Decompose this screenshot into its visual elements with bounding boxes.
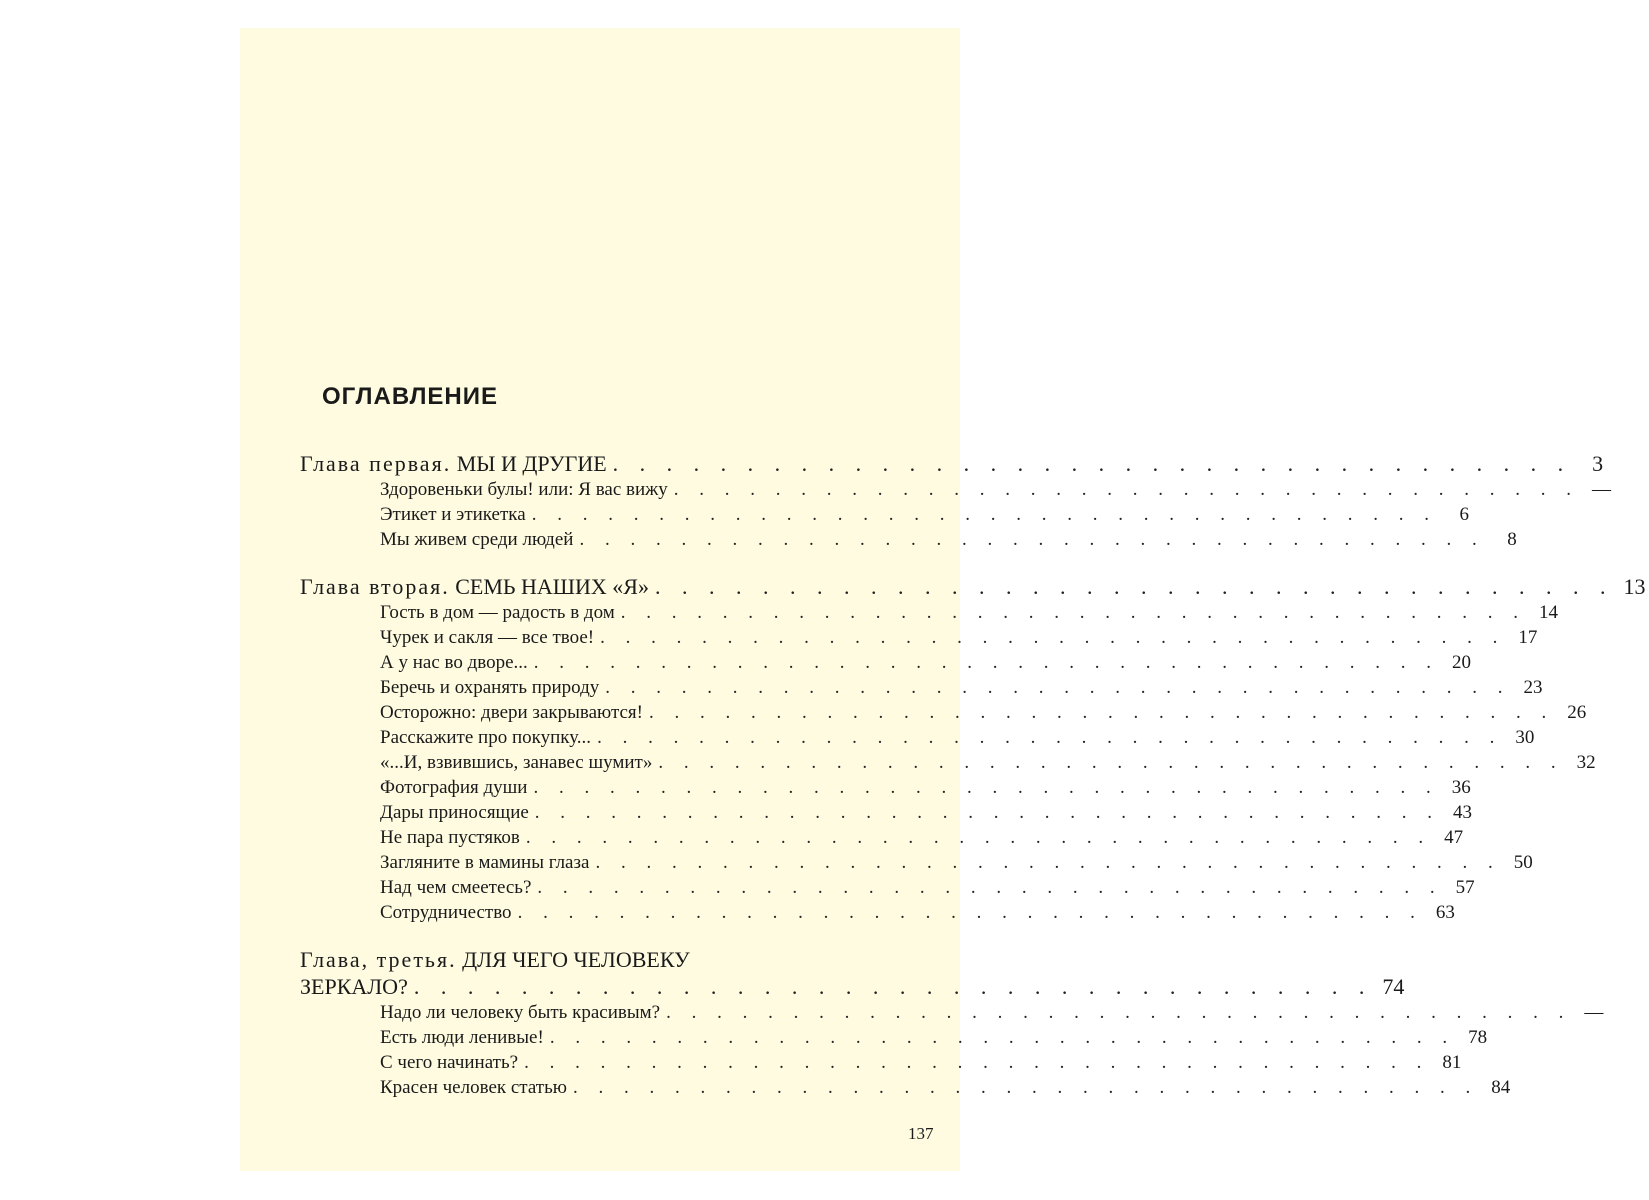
entry-page: 14: [1539, 602, 1559, 623]
entry-page: 17: [1518, 627, 1538, 648]
leader-dots: . . . . . . . . . . . . . . . . . . . . . . . . . . . . . . . . . . . .: [537, 877, 1443, 898]
entry-page: 47: [1444, 827, 1464, 848]
entry-label: Над чем смеетесь?: [380, 877, 532, 898]
leader-dots: . . . . . . . . . . . . . . . . . . . . . . . . . . . . . . . . . . . .: [595, 852, 1501, 873]
toc-entry: [300, 875, 1475, 900]
leader-dots: . . . . . . . . . . . . . . . . . . . . . . . . . . . . . . . . . . . .: [533, 777, 1439, 798]
leader-dots: . . . . . . . . . . . . . . . . . . . . . . . . . . . . . . . . . . . .: [649, 702, 1555, 723]
chapter-2-heading-row: [300, 573, 1646, 600]
chapter-1-page: 3: [1592, 451, 1604, 476]
toc-entry: [300, 825, 1464, 850]
entry-label: Есть люди ленивые!: [380, 1027, 544, 1048]
page-number: 137: [908, 1124, 934, 1143]
entry-page: 36: [1451, 777, 1471, 798]
entry-label: Сотрудничество: [380, 902, 512, 923]
leader-dots: . . . . . . . . . . . . . . . . . . . . . . . . . . . . . . . . . . . .: [579, 529, 1485, 550]
toc-entry: [300, 527, 1517, 552]
entry-label: Расскажите про покупку...: [380, 727, 592, 748]
entry-label: Не пара пустяков: [380, 827, 520, 848]
entry-page: 32: [1576, 752, 1596, 773]
chapter-1-heading: [300, 450, 607, 477]
entry-page: 23: [1523, 677, 1543, 698]
entry-label: Гость в дом — радость в дом: [380, 602, 615, 623]
toc-entry: [300, 675, 1543, 700]
leader-dots: . . . . . . . . . . . . . . . . . . . . . . . . . . . . . . . . . . . .: [600, 627, 1506, 648]
entry-page: 30: [1515, 727, 1535, 748]
toc-entry: [300, 625, 1538, 650]
entry-page: 43: [1453, 802, 1473, 823]
page-title: ОГЛАВЛЕНИЕ: [321, 383, 499, 410]
chapter-3-title-part-2: ЗЕРКАЛО?: [300, 974, 408, 999]
chapter-1-title: МЫ И ДРУГИЕ: [456, 451, 607, 476]
chapter-2-page: 13: [1623, 574, 1646, 599]
leader-dots: . . . . . . . . . . . . . . . . . . . . . . . . . . . . . . . . . . . .: [673, 479, 1580, 500]
leader-dots: . . . . . . . . . . . . . . . . . . . . . . . . . . . . . . . . . . . .: [524, 1052, 1430, 1073]
chapter-1: [300, 450, 1612, 552]
entry-label: Фотография души: [380, 777, 528, 798]
leader-dots: . . . . . . . . . . . . . . . . . . . . . . . . . . . . . . . . . . . .: [517, 902, 1423, 923]
chapter-2-prefix: Глава вторая.: [300, 574, 450, 599]
chapter-2-title: СЕМЬ НАШИХ «Я»: [455, 574, 649, 599]
entry-label: Дары приносящие: [380, 802, 529, 823]
toc-entry: [300, 700, 1587, 725]
chapter-3-page: 74: [1382, 974, 1405, 999]
leader-dots: . . . . . . . . . . . . . . . . . . . . . . . . . . . . . . . . . . . .: [597, 727, 1503, 748]
chapter-1-prefix: Глава первая.: [300, 451, 452, 476]
leader-dots: . . . . . . . . . . . . . . . . . . . . . . . . . . . . . . . . . . . .: [534, 802, 1441, 823]
toc-entry: [300, 900, 1455, 925]
entry-label: Чурек и сакля — все твое!: [380, 627, 595, 648]
entry-label: Здоровеньки булы! или: Я вас вижу: [380, 479, 668, 500]
entry-label: Красен человек статью: [380, 1077, 567, 1098]
entry-page: 84: [1491, 1077, 1511, 1098]
leader-dots: . . . . . . . . . . . . . . . . . . . . . . . . . . . . . . . . . . . .: [654, 574, 1614, 599]
toc-entry: [300, 1000, 1604, 1025]
entry-page: 20: [1452, 652, 1472, 673]
entry-label: Беречь и охранять природу: [380, 677, 600, 698]
toc-entry: [300, 600, 1559, 625]
leader-dots: . . . . . . . . . . . . . . . . . . . . . . . . . . . . . . . . . . . .: [612, 451, 1572, 476]
leader-dots: . . . . . . . . . . . . . . . . . . . . . . . . . . . . . . . . . . . .: [572, 1077, 1479, 1098]
entry-page: 63: [1435, 902, 1455, 923]
toc-entry: [300, 1025, 1488, 1050]
entry-page: 81: [1442, 1052, 1462, 1073]
toc-entry: [300, 800, 1473, 825]
leader-dots: . . . . . . . . . . . . . . . . . . . . . . . . . . . . . . . . . . . .: [666, 1002, 1572, 1023]
leader-dots: . . . . . . . . . . . . . . . . . . . . . . . . . . . . . . . . . . . .: [525, 827, 1432, 848]
entry-label: Этикет и этикетка: [380, 504, 526, 525]
entry-page: 26: [1567, 702, 1587, 723]
leader-dots: . . . . . . . . . . . . . . . . . . . . . . . . . . . . . . . . . . . .: [620, 602, 1527, 623]
entry-label: А у нас во дворе...: [380, 652, 528, 673]
entry-page: —: [1584, 1002, 1604, 1023]
toc-entry: [300, 1075, 1511, 1100]
leader-dots: . . . . . . . . . . . . . . . . . . . . . . . . . . . . . . . . . . . .: [533, 652, 1440, 673]
toc-entry: [300, 725, 1535, 750]
entry-page: 6: [1459, 504, 1469, 525]
entry-page: —: [1592, 479, 1612, 500]
chapter-1-heading-row: [300, 450, 1604, 477]
toc-entry: [300, 750, 1596, 775]
chapter-3-heading-line-1: [300, 946, 834, 973]
entry-page: 78: [1468, 1027, 1488, 1048]
leader-dots: . . . . . . . . . . . . . . . . . . . . . . . . . . . . . . . . . . . .: [605, 677, 1511, 698]
entry-label: Надо ли человеку быть красивым?: [380, 1002, 661, 1023]
toc-entry: [300, 775, 1471, 800]
table-of-contents: [300, 450, 1646, 1121]
chapter-2-heading: [300, 573, 649, 600]
entry-label: «...И, взвившись, занавес шумит»: [380, 752, 653, 773]
chapter-3-heading-row: [300, 973, 1405, 1000]
chapter-3-prefix: Глава, третья.: [300, 947, 457, 972]
entry-page: 57: [1455, 877, 1475, 898]
leader-dots: . . . . . . . . . . . . . . . . . . . . . . . . . . . . . . . . . . . .: [413, 974, 1373, 999]
chapter-3-title-part-1: ДЛЯ ЧЕГО ЧЕЛОВЕКУ: [462, 947, 690, 972]
toc-entry: [300, 477, 1612, 502]
chapter-3: [300, 946, 1604, 1100]
entry-label: Осторожно: двери закрываются!: [380, 702, 644, 723]
chapter-2: [300, 573, 1646, 925]
leader-dots: . . . . . . . . . . . . . . . . . . . . . . . . . . . . . . . . . . . .: [549, 1027, 1456, 1048]
leader-dots: . . . . . . . . . . . . . . . . . . . . . . . . . . . . . . . . . . . .: [658, 752, 1564, 773]
entry-page: 50: [1513, 852, 1533, 873]
toc-entry: [300, 850, 1533, 875]
toc-entry: [300, 650, 1472, 675]
toc-entry: [300, 502, 1469, 527]
entry-page: 8: [1507, 529, 1517, 550]
toc-entry: [300, 1050, 1462, 1075]
entry-label: С чего начинать?: [380, 1052, 519, 1073]
entry-label: Мы живем среди людей: [380, 529, 574, 550]
entry-label: Загляните в мамины глаза: [380, 852, 590, 873]
leader-dots: . . . . . . . . . . . . . . . . . . . . . . . . . . . . . . . . . . . .: [531, 504, 1437, 525]
